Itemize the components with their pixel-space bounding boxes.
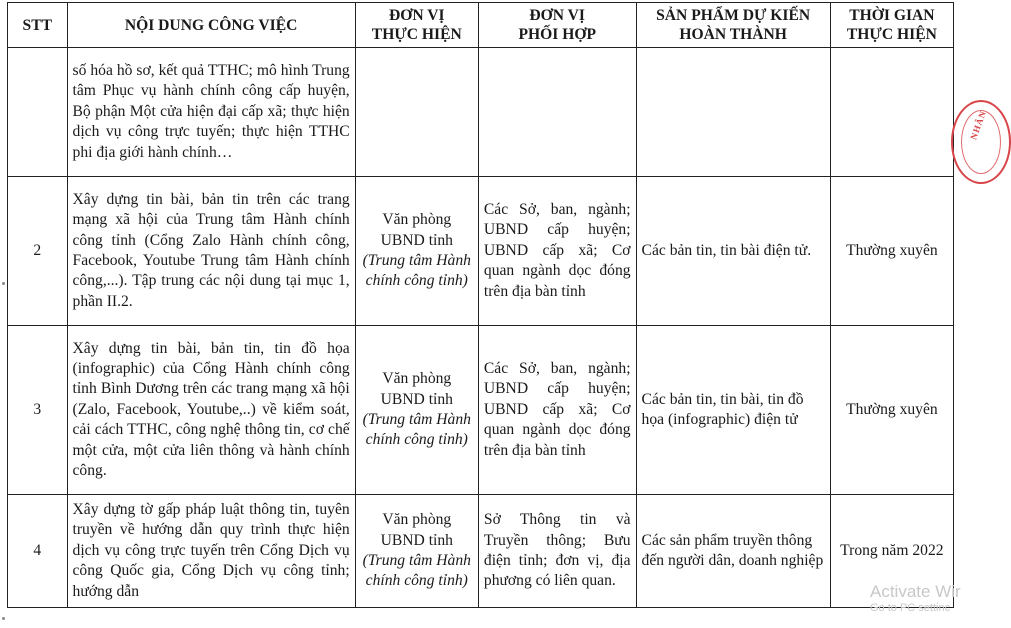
cell-content: Xây dựng tin bài, bản tin trên các trang mạng xã hội của Trung tâm Hành chính công tỉnh (Cổng Zalo Hành chính công, Facebook, Youtube Trung tâm Hành chính công,...). Tập trung các nội dung tại mục 1, phần II.2. <box>67 177 355 326</box>
header-stt <box>8 3 68 48</box>
header-content-label: NỘI DUNG CÔNG VIỆC <box>124 16 298 34</box>
header-time <box>830 3 953 48</box>
watermark-line2: Go to PC settinc <box>870 602 951 614</box>
cell-content: Xây dựng tin bài, bản tin, tin đồ họa (infographic) của Cổng Hành chính công tỉnh Bình Dương trên các trang mạng xã hội (Zalo, Facebook, Youtube,..) về kiểm soát, cải cách TTHC, công nghệ thông tin, cơ chế một cửa, một cửa liên thông và hành chính công. <box>67 326 355 495</box>
cell-time: Thường xuyên <box>830 177 953 326</box>
cell-product: Các bản tin, tin bài điện tử. <box>636 177 830 326</box>
cell-content: số hóa hồ sơ, kết quả TTHC; mô hình Trung tâm Phục vụ hành chính công cấp huyện, Bộ phận Một cửa hiện đại cấp xã; thực hiện dịch vụ công trực tuyến; thực hiện TTHC phi địa giới hành chính… <box>67 48 355 177</box>
cell-stt: 4 <box>8 495 68 608</box>
cell-unit-sub: (Trung tâm Hành chính công tỉnh) <box>362 411 471 449</box>
header-coordination <box>478 3 636 48</box>
header-unit <box>355 3 478 48</box>
cell-unit <box>355 495 478 608</box>
work-plan-table <box>7 2 954 608</box>
cell-unit <box>355 177 478 326</box>
cell-unit-main: Văn phòng UBND tỉnh <box>380 211 453 249</box>
cell-coordination: Sở Thông tin và Truyền thông; Bưu điện tỉnh; đơn vị, địa phương có liên quan. <box>478 495 636 608</box>
cell-stt <box>8 48 68 177</box>
cell-unit-sub: (Trung tâm Hành chính công tỉnh) <box>362 552 471 590</box>
table-row <box>8 177 954 326</box>
table-row <box>8 326 954 495</box>
cell-product <box>636 48 830 177</box>
table-row <box>8 495 954 608</box>
red-seal-text: NHÂN <box>968 108 989 142</box>
table-header-row <box>8 3 954 48</box>
margin-mark <box>2 617 5 620</box>
header-time-line1: THỜI GIAN <box>849 7 935 24</box>
cell-product: Các sản phẩm truyền thông đến người dân, doanh nghiệp <box>636 495 830 608</box>
cell-unit <box>355 326 478 495</box>
cell-coordination: Các Sở, ban, ngành; UBND cấp huyện; UBND cấp xã; Cơ quan ngành dọc đóng trên địa bàn tỉnh <box>478 177 636 326</box>
cell-unit-main: Văn phòng UBND tỉnh <box>380 511 453 549</box>
cell-product: Các bản tin, tin bài, tin đồ họa (infographic) điện tử <box>636 326 830 495</box>
header-product-line2: HOÀN THÀNH <box>679 26 787 43</box>
cell-stt: 2 <box>8 177 68 326</box>
cell-stt: 3 <box>8 326 68 495</box>
header-coord-line2: PHỐI HỢP <box>518 26 596 43</box>
header-product-line1: SẢN PHẨM DỰ KIẾN <box>656 7 811 24</box>
red-seal-stamp <box>951 100 1011 184</box>
header-time-line2: THỰC HIỆN <box>846 26 937 43</box>
header-product <box>636 3 830 48</box>
cell-coordination <box>478 48 636 177</box>
cell-unit <box>355 48 478 177</box>
cell-time <box>830 48 953 177</box>
header-unit-line1: ĐƠN VỊ <box>388 7 445 24</box>
watermark-line1: Activate Wir <box>870 582 961 601</box>
cell-coordination: Các Sở, ban, ngành; UBND cấp huyện; UBND cấp xã; Cơ quan ngành dọc đóng trên địa bàn tỉnh <box>478 326 636 495</box>
activate-windows-watermark <box>870 582 961 615</box>
cell-unit-sub: (Trung tâm Hành chính công tỉnh) <box>362 252 471 290</box>
table-row <box>8 48 954 177</box>
cell-content: Xây dựng tờ gấp pháp luật thông tin, tuyên truyền về hướng dẫn quy trình thực hiện dịch vụ công trực tuyến trên Cổng Dịch vụ công Quốc gia, Cổng Dịch vụ công tỉnh; hướng dẫn <box>67 495 355 608</box>
header-coord-line1: ĐƠN VỊ <box>529 7 586 24</box>
cell-time: Thường xuyên <box>830 326 953 495</box>
header-stt-label: STT <box>22 16 52 34</box>
header-unit-line2: THỰC HIỆN <box>371 26 462 43</box>
header-content <box>67 3 355 48</box>
cell-unit-main: Văn phòng UBND tỉnh <box>380 370 453 408</box>
cell-time: Trong năm 2022 <box>830 495 953 608</box>
margin-mark <box>2 282 5 285</box>
